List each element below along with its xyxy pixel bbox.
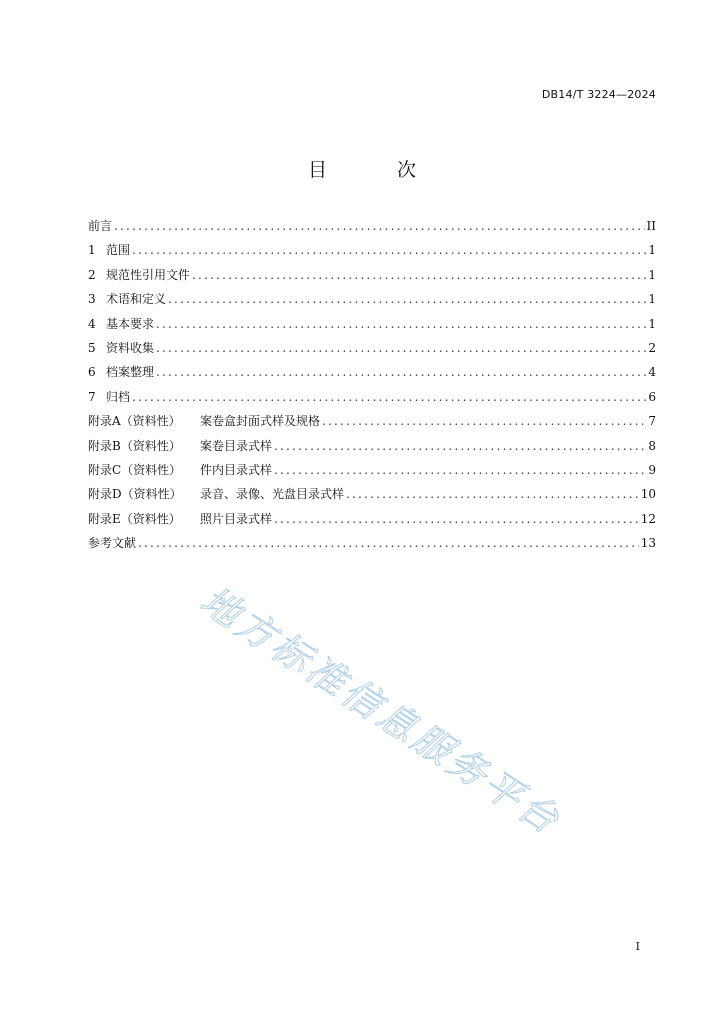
toc-section-number: 6 [88, 365, 96, 380]
toc-leader-dots [114, 219, 645, 233]
toc-section-number: 2 [88, 267, 96, 282]
toc-label: 规范性引用文件 [106, 267, 191, 282]
toc-page-number: 9 [648, 462, 656, 477]
toc-leader-dots [132, 243, 646, 257]
toc-entry-normative-references[interactable] [88, 266, 656, 290]
toc-label: 范围 [106, 243, 131, 258]
toc-page-number: 4 [648, 365, 656, 380]
toc-entry-basic-requirements[interactable] [88, 315, 656, 339]
toc-entry-filing[interactable] [88, 388, 656, 412]
toc-section-number: 3 [88, 292, 96, 307]
toc-label: 资料收集 [106, 340, 155, 355]
toc-entry-terms-definitions[interactable] [88, 290, 656, 314]
toc-annex-tag: 附录A（资料性） [88, 414, 181, 429]
toc-page-number: 1 [648, 267, 656, 282]
toc-leader-dots [156, 317, 646, 331]
toc-label: 前言 [88, 219, 113, 233]
toc-page-number: II [646, 219, 656, 233]
toc-entry-annex-c[interactable] [88, 461, 656, 485]
page-number: I [635, 940, 640, 953]
toc-leader-dots [156, 365, 646, 379]
toc-label: 录音、录像、光盘目录式样 [200, 487, 345, 502]
toc-page-number: 1 [648, 292, 656, 307]
toc-entry-scope[interactable] [88, 241, 656, 265]
toc-label: 案卷盒封面式样及规格 [200, 414, 321, 429]
toc-annex-tag: 附录C（资料性） [88, 462, 182, 477]
toc-leader-dots [322, 414, 646, 428]
toc-label: 件内目录式样 [200, 462, 273, 477]
toc-label: 基本要求 [106, 316, 155, 331]
toc-entry-annex-b[interactable] [88, 437, 656, 461]
toc-leader-dots [132, 390, 646, 404]
toc-page-number: 8 [648, 438, 656, 453]
toc-label: 照片目录式样 [200, 511, 273, 526]
toc-section-number: 7 [88, 389, 96, 404]
table-of-contents [88, 217, 656, 558]
toc-leader-dots [274, 463, 646, 477]
toc-label: 归档 [106, 389, 131, 404]
toc-leader-dots [156, 341, 646, 355]
toc-entry-archive-arrangement[interactable] [88, 363, 656, 387]
toc-page-number: 7 [648, 414, 656, 429]
toc-entry-annex-d[interactable] [88, 485, 656, 509]
toc-page-number: 10 [640, 487, 656, 502]
toc-page-number: 1 [648, 243, 656, 258]
toc-label: 参考文献 [88, 536, 137, 551]
toc-leader-dots [168, 292, 646, 306]
toc-leader-dots [192, 268, 646, 282]
toc-annex-tag: 附录B（资料性） [88, 438, 181, 453]
toc-entry-annex-a[interactable] [88, 412, 656, 436]
toc-annex-tag: 附录E（资料性） [88, 511, 181, 526]
toc-entry-annex-e[interactable] [88, 510, 656, 534]
toc-section-number: 1 [88, 243, 96, 258]
toc-entry-data-collection[interactable] [88, 339, 656, 363]
toc-section-number: 4 [88, 316, 96, 331]
toc-leader-dots [274, 512, 639, 526]
toc-page-number: 6 [648, 389, 656, 404]
toc-entry-preface[interactable] [88, 217, 656, 241]
standard-number: DB14/T 3224—2024 [541, 88, 656, 101]
toc-annex-tag: 附录D（资料性） [88, 487, 182, 502]
toc-page-number: 12 [640, 511, 656, 526]
toc-leader-dots [138, 536, 639, 550]
toc-leader-dots [274, 439, 646, 453]
toc-section-number: 5 [88, 340, 96, 355]
toc-label: 档案整理 [106, 365, 155, 380]
toc-entry-bibliography[interactable] [88, 534, 656, 558]
watermark: 地方标准信息服务平台 [192, 578, 570, 844]
toc-page-number: 1 [648, 316, 656, 331]
toc-label: 案卷目录式样 [200, 438, 273, 453]
toc-label: 术语和定义 [106, 292, 167, 307]
toc-page-number: 2 [648, 340, 656, 355]
toc-leader-dots [346, 487, 639, 501]
page-title: 目 次 [307, 159, 449, 181]
toc-page-number: 13 [640, 536, 656, 551]
